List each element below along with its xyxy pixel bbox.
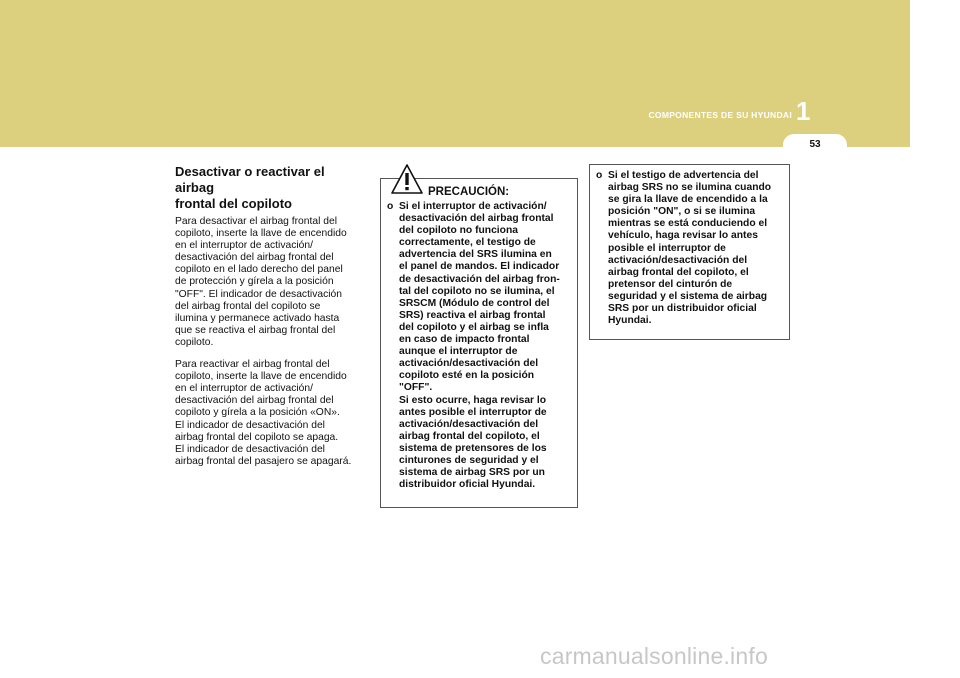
left-column xyxy=(175,164,365,478)
text-line: posible el interruptor de xyxy=(608,242,726,254)
header-margin xyxy=(910,0,960,147)
text-line: pretensor del cinturón de xyxy=(608,278,733,290)
text-line: activación/desactivación del xyxy=(399,418,539,430)
text-line: de protección y gírela a la posición xyxy=(175,276,334,288)
chapter-label: COMPONENTES DE SU HYUNDAI xyxy=(648,110,792,120)
text-line: el panel de mandos. El indicador xyxy=(399,261,560,273)
bullet-marker: o xyxy=(596,170,603,181)
text-line: SRS por un distribuidor oficial xyxy=(608,303,757,315)
text-line: copiloto en el lado derecho del panel xyxy=(175,264,343,276)
text-line: del copiloto no funciona xyxy=(399,225,518,237)
caution-title: PRECAUCIÓN: xyxy=(428,186,510,198)
text-line: El indicador de desactivación del xyxy=(175,419,325,431)
text-line: de desactivación del airbag fron- xyxy=(399,273,560,285)
header-band xyxy=(0,0,910,147)
text-line: vehículo, haga revisar lo antes xyxy=(608,230,758,242)
note-text xyxy=(608,170,784,327)
text-line: correctamente, el testigo de xyxy=(399,237,536,249)
text-line: se gira la llave de encendido a la xyxy=(608,194,768,206)
bullet-marker: o xyxy=(387,201,394,212)
text-line: Hyundai. xyxy=(608,315,652,327)
text-line: del copiloto y el airbag se infla xyxy=(399,321,549,333)
text-line: ilumina y permanece activado hasta xyxy=(175,312,340,324)
text-line: que se reactiva el airbag frontal del xyxy=(175,324,336,336)
section-title xyxy=(175,164,365,212)
text-line: sistema de airbag SRS por un xyxy=(399,467,545,479)
text-line: del airbag frontal del copiloto se xyxy=(175,300,321,312)
text-line: airbag frontal del pasajero se apagará. xyxy=(175,455,352,467)
text-line: Para reactivar el airbag frontal del xyxy=(175,359,330,371)
text-line: desactivación del airbag frontal del xyxy=(175,395,334,407)
text-line: en el interruptor de activación/ xyxy=(175,383,313,395)
text-line: airbag frontal del copiloto, el xyxy=(608,266,749,278)
text-line: activación/desactivación del xyxy=(399,358,539,370)
text-line: Si el testigo de advertencia del xyxy=(608,170,759,181)
text-line: cinturones de seguridad y el xyxy=(399,454,539,466)
text-line: Para desactivar el airbag frontal del xyxy=(175,216,337,227)
reactivate-paragraph xyxy=(175,359,365,468)
text-line: sistema de pretensores de los xyxy=(399,442,547,454)
note-bullet-item xyxy=(596,170,784,327)
text-line: en el interruptor de activación/ xyxy=(175,240,313,252)
caution-body xyxy=(387,201,573,491)
text-line: desactivación del airbag frontal xyxy=(399,213,554,225)
caution-bullet-item xyxy=(387,201,573,491)
text-line: copiloto. xyxy=(175,336,214,348)
text-line: seguridad y el sistema de airbag xyxy=(608,290,768,302)
text-line: aunque el interruptor de xyxy=(399,346,518,358)
text-line: airbag SRS no se ilumina cuando xyxy=(608,182,772,194)
text-line: en caso de impacto frontal xyxy=(399,334,530,346)
text-line: "OFF". El indicador de desactivación xyxy=(175,288,342,300)
text-line: tal del copiloto no se ilumina, el xyxy=(399,285,555,297)
text-line: mientras se está conduciendo el xyxy=(608,218,768,230)
text-line: antes posible el interruptor de xyxy=(399,406,547,418)
chapter-number: 1 xyxy=(796,96,811,126)
caution-text xyxy=(399,201,573,491)
watermark: carmanualsonline.info xyxy=(540,643,768,669)
text-line: activación/desactivación del xyxy=(608,254,748,266)
text-line: copiloto, inserte la llave de encendido xyxy=(175,371,347,383)
text-line: "OFF". xyxy=(399,382,433,394)
text-line: desactivación del airbag frontal del xyxy=(175,252,334,264)
text-line: posición "ON", o si se ilumina xyxy=(608,206,756,218)
text-line: copiloto esté en la posición xyxy=(399,370,535,382)
text-line: Si el interruptor de activación/ xyxy=(399,201,547,212)
section-title-line: Desactivar o reactivar el airbag xyxy=(175,164,325,195)
text-line: airbag frontal del copiloto, el xyxy=(399,430,540,442)
text-line: El indicador de desactivación del xyxy=(175,443,325,455)
note-body xyxy=(596,170,784,327)
warning-triangle-icon xyxy=(390,163,424,195)
text-line: SRS) reactiva el airbag frontal xyxy=(399,309,546,321)
page-number: 53 xyxy=(809,139,821,150)
text-line: copiloto, inserte la llave de encendido xyxy=(175,228,347,240)
deactivate-paragraph xyxy=(175,216,365,349)
text-line: Si esto ocurre, haga revisar lo xyxy=(399,394,547,406)
text-line: advertencia del SRS ilumina en xyxy=(399,249,552,261)
text-line: copiloto y gírela a la posición «ON». xyxy=(175,407,340,419)
text-line: distribuidor oficial Hyundai. xyxy=(399,479,536,491)
text-line: airbag frontal del copiloto se apaga. xyxy=(175,431,339,443)
section-title-line: frontal del copiloto xyxy=(175,196,292,211)
text-line: SRSCM (Módulo de control del xyxy=(399,297,550,309)
